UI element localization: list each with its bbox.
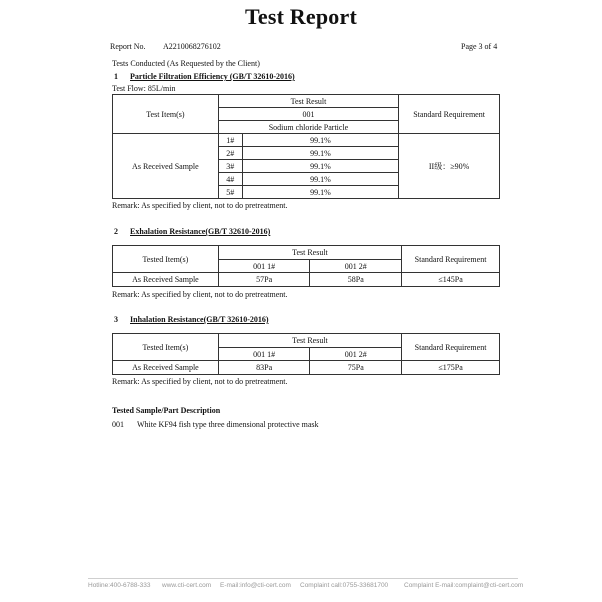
standard-value: ≤175Pa [402,361,500,375]
col-header-result: Test Result [218,95,398,108]
section-1-remark: Remark: As specified by client, not to do pretreatment. [112,201,288,210]
row-label: As Received Sample [113,361,219,375]
section-3-title: Inhalation Resistance(GB/T 32610-2016) [130,315,269,324]
section-1-title: Particle Filtration Efficiency (GB/T 32610-2016) [130,72,295,81]
footer-divider [88,578,518,579]
value-b: 58Pa [310,273,402,287]
col-header-item: Tested Item(s) [113,334,219,361]
section-2-number: 2 [114,227,118,236]
table-row-number: 3# [218,160,242,173]
standard-value: ≤145Pa [402,273,500,287]
page-title: Test Report [245,4,357,29]
table-row-value: 99.1% [242,134,398,147]
filtration-table [112,94,500,199]
footer-email[interactable]: E-mail:info@cti-cert.com [220,582,291,589]
sample-id: 001 [112,420,124,429]
col-header-standard: Standard Requirement [399,95,500,134]
col-header-sample-a: 001 1# [218,348,310,361]
table-row-value: 99.1% [242,173,398,186]
tests-conducted-intro: Tests Conducted (As Requested by the Client) [112,59,260,68]
footer-website[interactable]: www.cti-cert.com [162,582,212,589]
inhalation-table [112,333,500,375]
col-header-sample-b: 001 2# [310,260,402,273]
col-header-item: Tested Item(s) [113,246,219,273]
col-header-standard: Standard Requirement [402,246,500,273]
section-3-number: 3 [114,315,118,324]
table-row-number: 5# [218,186,242,199]
table-row-number: 1# [218,134,242,147]
col-header-standard: Standard Requirement [402,334,500,361]
value-a: 83Pa [218,361,310,375]
report-no-label: Report No. [110,42,146,51]
standard-value: II级：≥90% [399,134,500,199]
table-row-value: 99.1% [242,160,398,173]
table-row-value: 99.1% [242,147,398,160]
col-header-item: Test Item(s) [113,95,219,134]
particle-cell: Sodium chloride Particle [218,121,398,134]
exhalation-table [112,245,500,287]
table-row-number: 2# [218,147,242,160]
footer-hotline: Hotline:400-6788-333 [88,582,151,589]
table-row-value: 99.1% [242,186,398,199]
value-a: 57Pa [218,273,310,287]
sample-id-cell: 001 [218,108,398,121]
page-number: Page 3 of 4 [461,42,498,51]
col-header-sample-b: 001 2# [310,348,402,361]
sample-description: White KF94 fish type three dimensional protective mask [137,420,319,429]
col-header-sample-a: 001 1# [218,260,310,273]
col-header-result: Test Result [218,246,401,260]
value-b: 75Pa [310,361,402,375]
test-flow: Test Flow: 85L/min [112,84,176,93]
table-row-number: 4# [218,173,242,186]
sample-heading: Tested Sample/Part Description [112,406,221,415]
section-3-remark: Remark: As specified by client, not to do pretreatment. [112,377,288,386]
section-1-number: 1 [114,72,118,81]
footer-complaint-call: Complaint call:0755-33681700 [300,582,389,589]
section-2-title: Exhalation Resistance(GB/T 32610-2016) [130,227,271,236]
footer-complaint-email[interactable]: Complaint E-mail:complaint@cti-cert.com [404,582,524,589]
col-header-result: Test Result [218,334,401,348]
row-label: As Received Sample [113,134,219,199]
section-2-remark: Remark: As specified by client, not to do pretreatment. [112,290,288,299]
row-label: As Received Sample [113,273,219,287]
report-no-value: A2210068276102 [163,42,221,51]
